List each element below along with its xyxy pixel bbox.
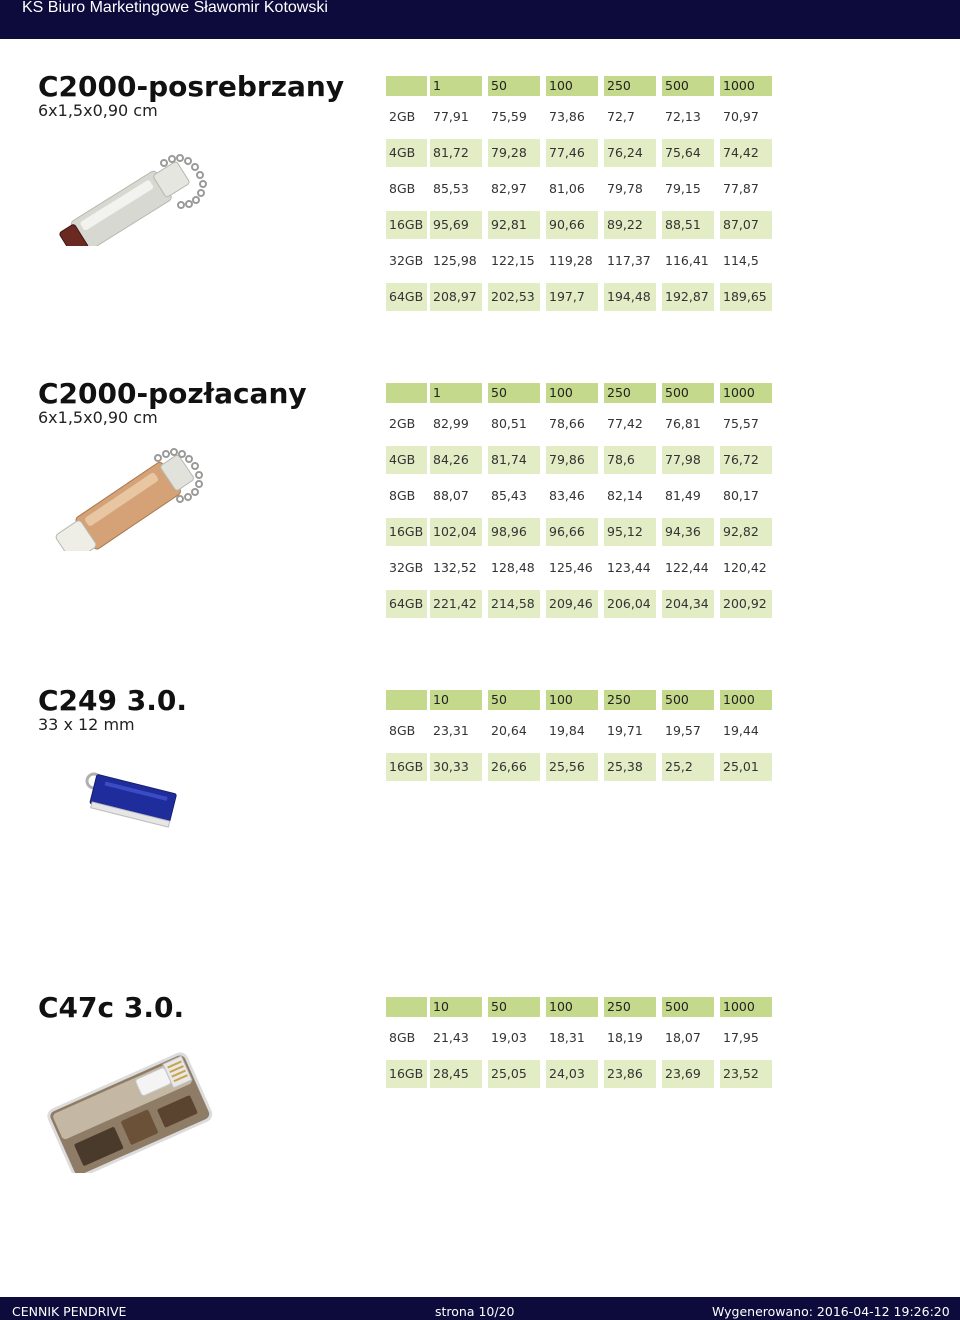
header-cell: 100 <box>546 997 598 1017</box>
generated-timestamp: Wygenerowano: 2016-04-12 19:26:20 <box>712 1304 950 1319</box>
capacity-cell: 4GB <box>386 139 427 167</box>
product-dimensions: 6x1,5x0,90 cm <box>38 101 158 120</box>
header-cell: 250 <box>604 383 656 403</box>
table-row <box>384 446 774 474</box>
price-cell: 87,07 <box>720 211 772 239</box>
price-cell: 214,58 <box>488 590 540 618</box>
price-cell: 25,38 <box>604 753 656 781</box>
price-cell: 208,97 <box>430 283 482 311</box>
price-cell: 209,46 <box>546 590 598 618</box>
price-cell: 132,52 <box>433 560 477 575</box>
price-cell: 84,26 <box>430 446 482 474</box>
table-row <box>384 1060 774 1088</box>
price-cell: 221,42 <box>430 590 482 618</box>
header-cell: 250 <box>604 690 656 710</box>
price-cell: 25,2 <box>662 753 714 781</box>
price-cell: 90,66 <box>546 211 598 239</box>
price-cell: 23,69 <box>662 1060 714 1088</box>
capacity-cell: 16GB <box>386 211 427 239</box>
price-cell: 76,24 <box>604 139 656 167</box>
price-cell: 23,86 <box>604 1060 656 1088</box>
table-header-row <box>384 383 774 411</box>
price-cell: 23,52 <box>720 1060 772 1088</box>
price-cell: 92,82 <box>720 518 772 546</box>
price-cell: 194,48 <box>604 283 656 311</box>
price-cell: 30,33 <box>430 753 482 781</box>
header-cell <box>386 690 427 710</box>
price-cell: 88,07 <box>433 488 469 503</box>
header-cell <box>386 76 427 96</box>
header-cell: 100 <box>546 690 598 710</box>
price-cell: 88,51 <box>662 211 714 239</box>
capacity-cell: 2GB <box>389 109 416 124</box>
table-row <box>384 139 774 167</box>
price-cell: 77,42 <box>607 416 643 431</box>
header-cell: 500 <box>662 690 714 710</box>
capacity-cell: 16GB <box>386 518 427 546</box>
price-cell: 18,07 <box>665 1030 701 1045</box>
price-cell: 25,01 <box>720 753 772 781</box>
header-cell: 50 <box>488 76 540 96</box>
capacity-cell: 8GB <box>389 723 416 738</box>
price-cell: 72,13 <box>665 109 701 124</box>
product-name: C2000-posrebrzany <box>38 70 345 103</box>
product-dimensions: 6x1,5x0,90 cm <box>38 408 158 427</box>
table-row <box>384 753 774 781</box>
page-number: strona 10/20 <box>435 1304 515 1319</box>
price-cell: 82,14 <box>607 488 643 503</box>
price-cell: 77,87 <box>723 181 759 196</box>
header-cell: 50 <box>488 690 540 710</box>
capacity-cell: 32GB <box>389 560 424 575</box>
gold-usb-drive-icon <box>46 436 216 551</box>
price-cell: 78,66 <box>549 416 585 431</box>
header-cell: 50 <box>488 383 540 403</box>
footer-catalog-title: CENNIK PENDRIVE <box>12 1304 127 1319</box>
header-cell: 1000 <box>720 690 772 710</box>
table-header-row <box>384 690 774 718</box>
price-cell: 80,51 <box>491 416 527 431</box>
price-cell: 125,98 <box>433 253 477 268</box>
price-cell: 81,49 <box>665 488 701 503</box>
header-cell: 1000 <box>720 383 772 403</box>
capacity-cell: 4GB <box>386 446 427 474</box>
price-cell: 96,66 <box>546 518 598 546</box>
price-cell: 78,6 <box>604 446 656 474</box>
price-cell: 122,15 <box>491 253 535 268</box>
header-cell <box>386 383 427 403</box>
table-row <box>384 175 774 203</box>
price-cell: 75,57 <box>723 416 759 431</box>
price-cell: 25,56 <box>546 753 598 781</box>
price-cell: 98,96 <box>488 518 540 546</box>
price-cell: 19,44 <box>723 723 759 738</box>
price-cell: 85,53 <box>433 181 469 196</box>
blue-usb-drive-icon <box>40 737 220 862</box>
price-cell: 125,46 <box>549 560 593 575</box>
table-row <box>384 1024 774 1052</box>
price-cell: 18,31 <box>549 1030 585 1045</box>
price-cell: 28,45 <box>430 1060 482 1088</box>
price-cell: 204,34 <box>662 590 714 618</box>
table-row <box>384 717 774 745</box>
price-cell: 102,04 <box>430 518 482 546</box>
price-cell: 19,71 <box>607 723 643 738</box>
price-cell: 120,42 <box>723 560 767 575</box>
price-cell: 20,64 <box>491 723 527 738</box>
table-row <box>384 518 774 546</box>
price-cell: 72,7 <box>607 109 635 124</box>
header-cell: 1000 <box>720 76 772 96</box>
price-cell: 79,28 <box>488 139 540 167</box>
price-cell: 200,92 <box>720 590 772 618</box>
price-cell: 83,46 <box>549 488 585 503</box>
footer-bar <box>0 1297 960 1320</box>
price-cell: 202,53 <box>488 283 540 311</box>
price-cell: 122,44 <box>665 560 709 575</box>
price-cell: 79,15 <box>665 181 701 196</box>
table-row <box>384 554 774 582</box>
price-cell: 85,43 <box>491 488 527 503</box>
price-cell: 77,98 <box>662 446 714 474</box>
price-cell: 75,59 <box>491 109 527 124</box>
header-cell: 1 <box>430 383 482 403</box>
price-cell: 80,17 <box>723 488 759 503</box>
header-cell: 10 <box>430 997 482 1017</box>
capacity-cell: 8GB <box>389 1030 416 1045</box>
price-cell: 197,7 <box>546 283 598 311</box>
table-row <box>384 247 774 275</box>
price-cell: 19,84 <box>549 723 585 738</box>
table-header-row <box>384 997 774 1025</box>
top-bar <box>0 0 960 39</box>
price-cell: 206,04 <box>604 590 656 618</box>
table-header-row <box>384 76 774 104</box>
price-cell: 81,72 <box>430 139 482 167</box>
header-cell: 1 <box>430 76 482 96</box>
price-cell: 189,65 <box>720 283 772 311</box>
price-cell: 70,97 <box>723 109 759 124</box>
header-cell: 100 <box>546 383 598 403</box>
capacity-cell: 2GB <box>389 416 416 431</box>
company-title: KS Biuro Marketingowe Sławomir Kotowski <box>22 0 328 16</box>
header-cell: 250 <box>604 997 656 1017</box>
price-cell: 79,86 <box>546 446 598 474</box>
price-cell: 76,72 <box>720 446 772 474</box>
price-cell: 19,57 <box>665 723 701 738</box>
price-cell: 128,48 <box>491 560 535 575</box>
price-cell: 26,66 <box>488 753 540 781</box>
table-row <box>384 103 774 131</box>
price-cell: 81,06 <box>549 181 585 196</box>
price-cell: 17,95 <box>723 1030 759 1045</box>
price-cell: 192,87 <box>662 283 714 311</box>
price-cell: 77,46 <box>546 139 598 167</box>
price-cell: 77,91 <box>433 109 469 124</box>
price-cell: 24,03 <box>546 1060 598 1088</box>
product-name: C2000-pozłacany <box>38 377 307 410</box>
product-name: C47c 3.0. <box>38 991 185 1024</box>
table-row <box>384 590 774 618</box>
price-cell: 82,99 <box>433 416 469 431</box>
header-cell: 500 <box>662 383 714 403</box>
price-cell: 74,42 <box>720 139 772 167</box>
price-cell: 116,41 <box>665 253 709 268</box>
capacity-cell: 64GB <box>386 283 427 311</box>
price-cell: 19,03 <box>491 1030 527 1045</box>
price-cell: 92,81 <box>488 211 540 239</box>
table-row <box>384 410 774 438</box>
price-cell: 21,43 <box>433 1030 469 1045</box>
price-cell: 73,86 <box>549 109 585 124</box>
capacity-cell: 8GB <box>389 181 416 196</box>
table-row <box>384 482 774 510</box>
capacity-cell: 32GB <box>389 253 424 268</box>
header-cell: 250 <box>604 76 656 96</box>
price-cell: 94,36 <box>662 518 714 546</box>
price-cell: 119,28 <box>549 253 593 268</box>
price-cell: 114,5 <box>723 253 759 268</box>
product-name: C249 3.0. <box>38 684 187 717</box>
price-cell: 79,78 <box>607 181 643 196</box>
price-cell: 117,37 <box>607 253 651 268</box>
price-cell: 25,05 <box>488 1060 540 1088</box>
capacity-cell: 16GB <box>386 1060 427 1088</box>
capacity-cell: 64GB <box>386 590 427 618</box>
header-cell: 100 <box>546 76 598 96</box>
header-cell: 10 <box>430 690 482 710</box>
price-cell: 18,19 <box>607 1030 643 1045</box>
table-row <box>384 283 774 311</box>
table-row <box>384 211 774 239</box>
price-cell: 81,74 <box>488 446 540 474</box>
price-cell: 23,31 <box>433 723 469 738</box>
price-cell: 89,22 <box>604 211 656 239</box>
price-cell: 95,69 <box>430 211 482 239</box>
header-cell: 500 <box>662 997 714 1017</box>
price-cell: 82,97 <box>491 181 527 196</box>
header-cell: 50 <box>488 997 540 1017</box>
price-cell: 123,44 <box>607 560 651 575</box>
card-usb-drive-icon <box>36 1038 226 1173</box>
price-cell: 75,64 <box>662 139 714 167</box>
price-cell: 95,12 <box>604 518 656 546</box>
header-cell <box>386 997 427 1017</box>
price-cell: 76,81 <box>665 416 701 431</box>
capacity-cell: 16GB <box>386 753 427 781</box>
header-cell: 1000 <box>720 997 772 1017</box>
silver-usb-drive-icon <box>48 141 218 246</box>
product-dimensions: 33 x 12 mm <box>38 715 135 734</box>
capacity-cell: 8GB <box>389 488 416 503</box>
header-cell: 500 <box>662 76 714 96</box>
